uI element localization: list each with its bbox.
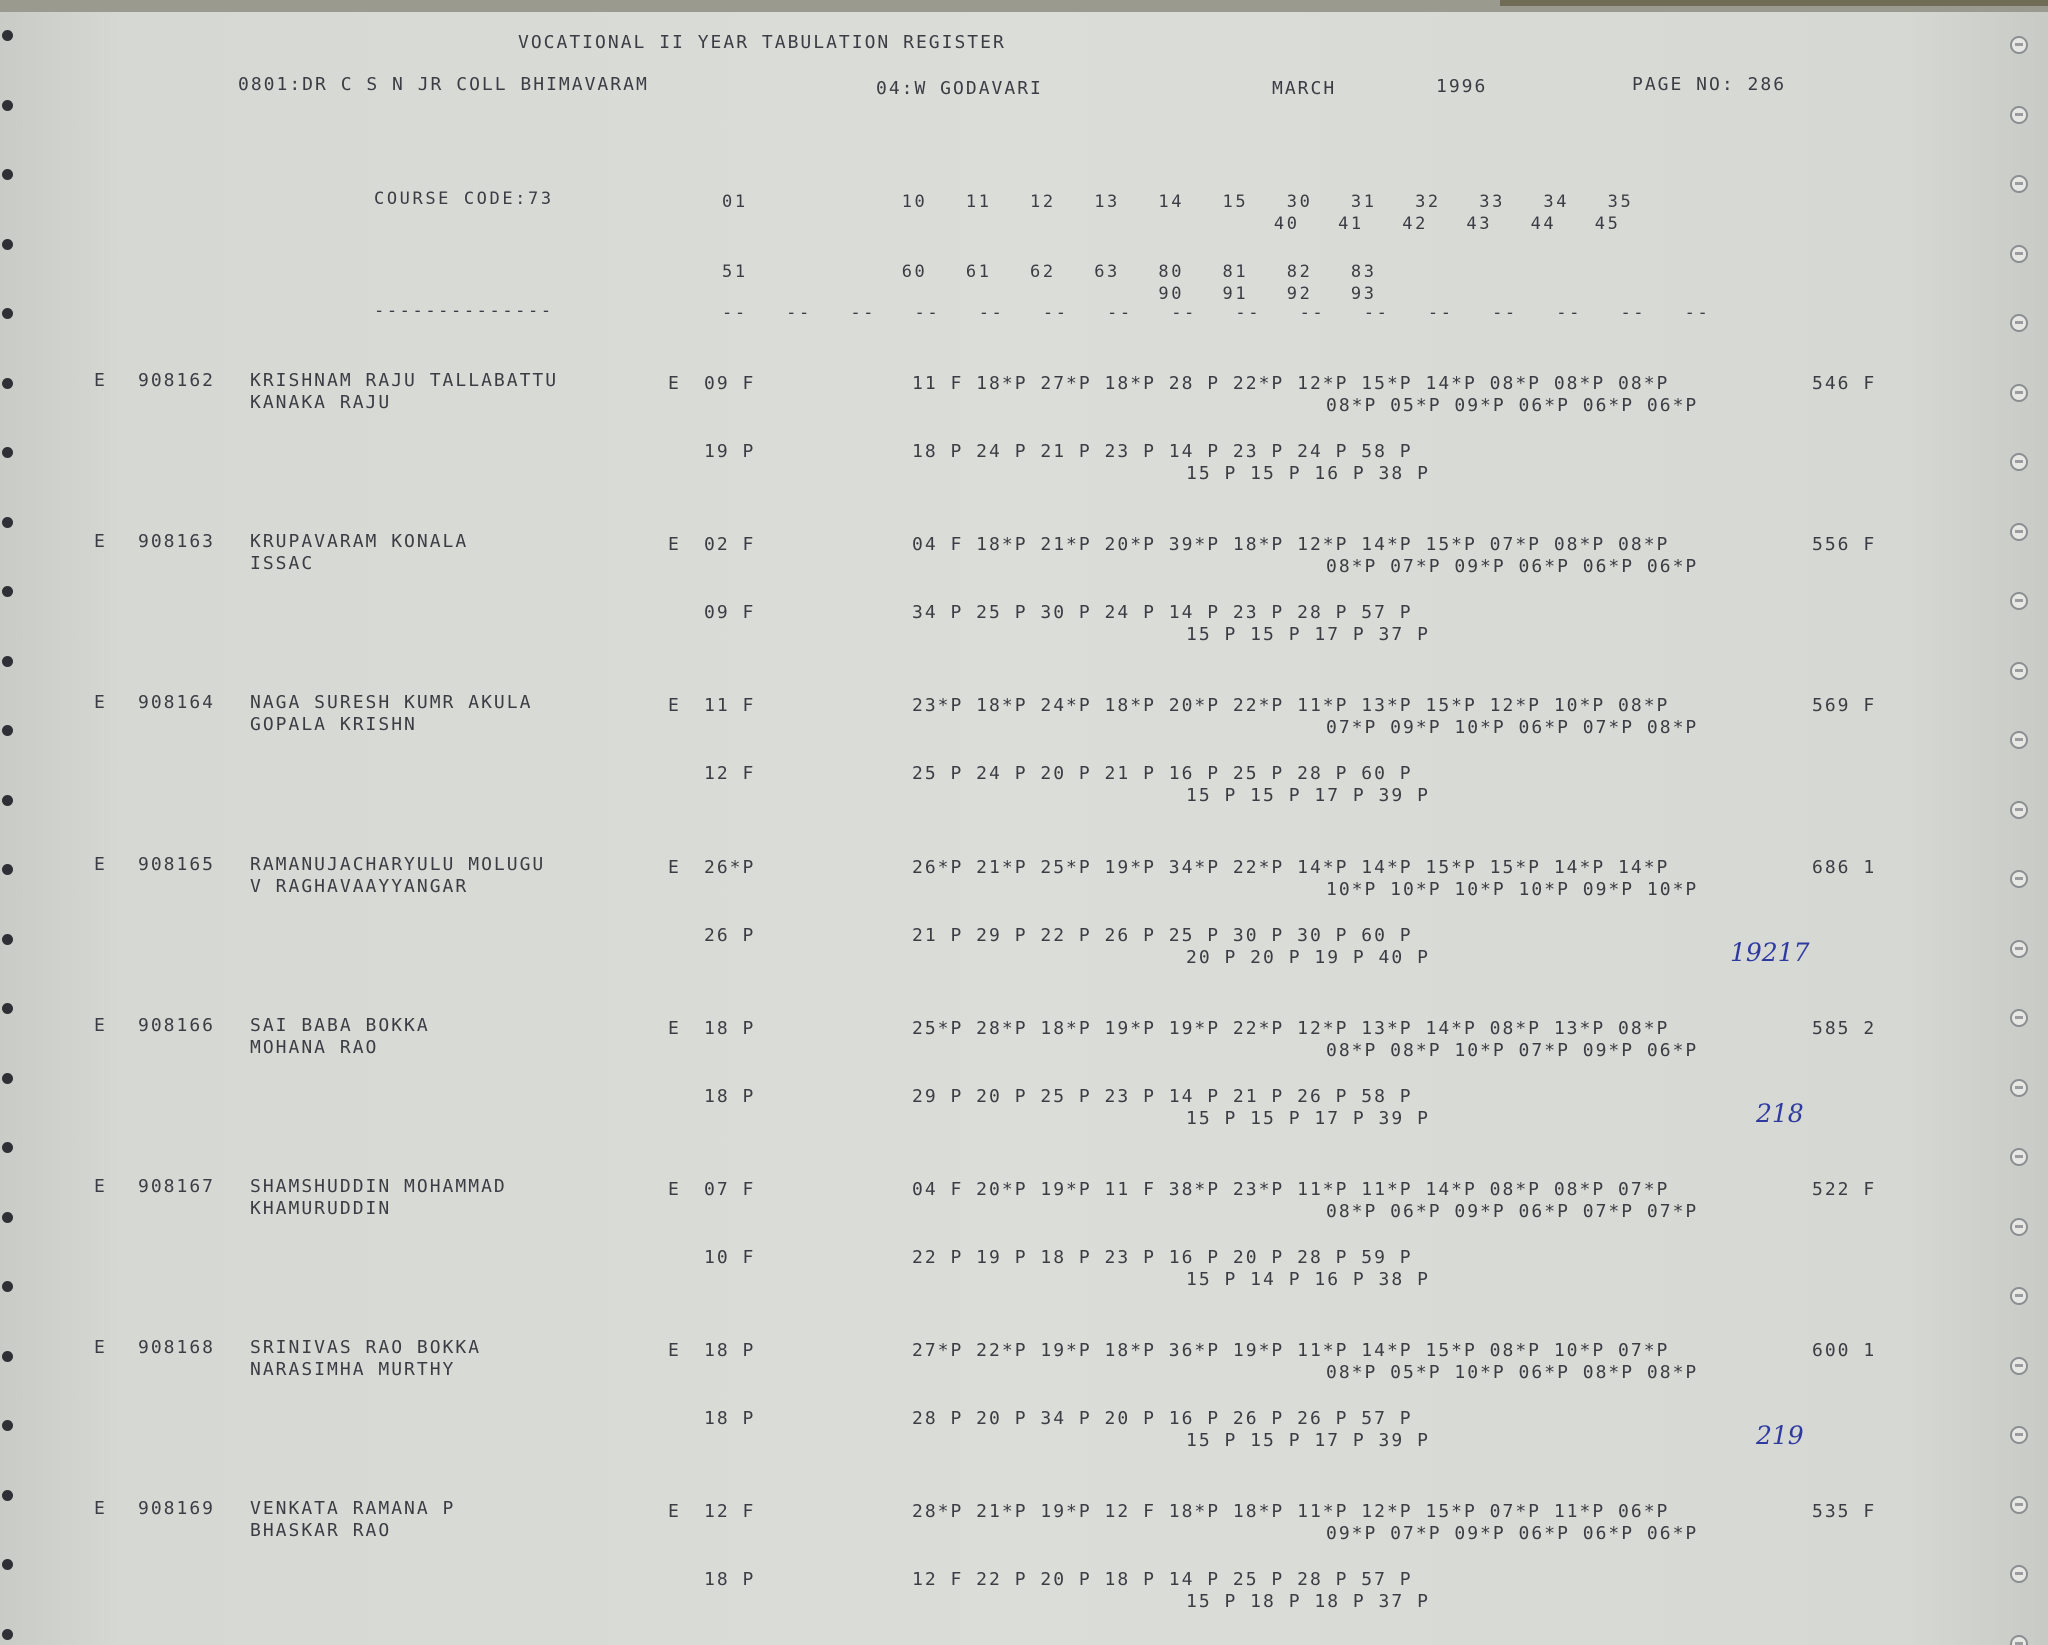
part1-marks-row-continued: 08*P 05*P 09*P 06*P 06*P 06*P [1326, 395, 1699, 416]
course-underline: -------------- [374, 301, 554, 321]
part2-first-mark: 12 F [704, 763, 756, 785]
grand-total-result: 585 2 [1812, 1017, 1877, 1039]
grand-total-result: 686 1 [1812, 856, 1877, 878]
handwritten-note: 218 [1756, 1098, 1804, 1128]
part1-marks-row: 27*P 22*P 19*P 18*P 36*P 19*P 11*P 14*P 15*P 08*P 10*P 07*P [912, 1340, 1670, 1362]
part1-marks-row-continued: 09*P 07*P 09*P 06*P 06*P 06*P [1326, 1523, 1699, 1545]
part1-marks-row-continued: 10*P 10*P 10*P 10*P 09*P 10*P [1326, 878, 1699, 900]
part1-first-mark: 02 F [704, 534, 756, 556]
medium-code: E [668, 1017, 681, 1039]
tractor-hole [2, 1073, 13, 1084]
tractor-hole [2010, 870, 2028, 888]
part2-first-mark: 18 P [704, 1408, 756, 1430]
tractor-hole [2010, 453, 2028, 471]
tractor-hole [2, 725, 13, 736]
tractor-hole [2, 1351, 13, 1362]
part2-marks-row-continued: 15 P 15 P 17 P 39 P [1186, 1430, 1430, 1452]
part2-marks-row: 12 F 22 P 20 P 18 P 14 P 25 P 28 P 57 P [912, 1569, 1413, 1591]
father-name: KANAKA RAJU [250, 392, 392, 413]
part2-first-mark: 18 P [704, 1569, 756, 1591]
exam-year: 1996 [1436, 76, 1488, 97]
series-code: E [94, 853, 107, 875]
column-dashes: -- -- -- -- -- -- -- -- -- -- -- -- -- -- -- -- [722, 303, 1711, 323]
tractor-hole [2, 378, 13, 389]
father-name: V RAGHAVAAYYANGAR [250, 875, 469, 897]
father-name: MOHANA RAO [250, 1036, 379, 1058]
part2-first-mark: 19 P [704, 441, 756, 462]
roll-number: 908165 [138, 853, 216, 875]
medium-code: E [668, 1179, 681, 1200]
part1-first-mark: 18 P [704, 1340, 756, 1362]
tractor-hole [2, 795, 13, 806]
part1-first-mark: 18 P [704, 1017, 756, 1039]
roll-number: 908167 [138, 1176, 216, 1197]
tractor-hole [2010, 175, 2028, 193]
roll-number: 908169 [138, 1498, 216, 1520]
part1-marks-row: 11 F 18*P 27*P 18*P 28 P 22*P 12*P 15*P 14*P 08*P 08*P 08*P [912, 373, 1670, 394]
part1-marks-row-continued: 08*P 07*P 09*P 06*P 06*P 06*P [1326, 556, 1699, 578]
tractor-hole [2, 1420, 13, 1431]
series-code: E [94, 1337, 107, 1359]
father-name: KHAMURUDDIN [250, 1198, 392, 1219]
part1-marks-row-continued: 08*P 06*P 09*P 06*P 07*P 07*P [1326, 1201, 1699, 1222]
subject-codes-row-1: 01 10 11 12 13 14 15 30 31 32 33 34 35 [722, 192, 1634, 212]
tractor-hole [2, 1281, 13, 1292]
student-name: RAMANUJACHARYULU MOLUGU [250, 853, 546, 875]
tractor-hole [2010, 1218, 2028, 1236]
part2-marks-row-continued: 15 P 15 P 17 P 39 P [1186, 785, 1430, 807]
grand-total-result: 556 F [1812, 534, 1877, 556]
tractor-hole [2, 1212, 13, 1223]
father-name: GOPALA KRISHN [250, 714, 417, 736]
series-code: E [94, 1014, 107, 1036]
handwritten-note: 19217 [1730, 937, 1810, 967]
subject-codes-row-3: 51 60 61 62 63 80 81 82 83 [722, 262, 1377, 282]
medium-code: E [668, 1501, 681, 1523]
tractor-hole [2010, 36, 2028, 54]
tractor-hole [2, 1559, 13, 1570]
part1-marks-row: 28*P 21*P 19*P 12 F 18*P 18*P 11*P 12*P 15*P 07*P 11*P 06*P [912, 1501, 1670, 1523]
roll-number: 908164 [138, 692, 216, 714]
series-code: E [94, 692, 107, 714]
handwritten-note: 219 [1756, 1421, 1804, 1451]
paper-top-edge-dark [1500, 0, 2048, 6]
tractor-hole [2010, 1079, 2028, 1097]
part2-marks-row: 29 P 20 P 25 P 23 P 14 P 21 P 26 P 58 P [912, 1085, 1413, 1107]
grand-total-result: 600 1 [1812, 1340, 1877, 1362]
student-name: SAI BABA BOKKA [250, 1014, 430, 1036]
tractor-hole [2010, 1009, 2028, 1027]
part2-marks-row: 21 P 29 P 22 P 26 P 25 P 30 P 30 P 60 P [912, 924, 1413, 946]
part1-first-mark: 12 F [704, 1501, 756, 1523]
student-name: VENKATA RAMANA P [250, 1498, 456, 1520]
series-code: E [94, 370, 107, 391]
part2-marks-row: 34 P 25 P 30 P 24 P 14 P 23 P 28 P 57 P [912, 602, 1413, 624]
part2-marks-row-continued: 15 P 15 P 16 P 38 P [1186, 463, 1430, 484]
tractor-hole [2010, 384, 2028, 402]
tractor-hole [2010, 801, 2028, 819]
medium-code: E [668, 373, 681, 394]
tractor-hole [2, 169, 13, 180]
student-name: KRUPAVARAM KONALA [250, 531, 469, 553]
part1-marks-row: 26*P 21*P 25*P 19*P 34*P 22*P 14*P 14*P 15*P 15*P 14*P 14*P [912, 856, 1670, 878]
tractor-hole [2, 239, 13, 250]
part1-marks-row: 04 F 20*P 19*P 11 F 38*P 23*P 11*P 11*P 14*P 08*P 08*P 07*P [912, 1179, 1670, 1200]
page-number: PAGE NO: 286 [1632, 74, 1787, 95]
tractor-hole [2, 656, 13, 667]
medium-code: E [668, 534, 681, 556]
tractor-hole [2010, 592, 2028, 610]
tractor-hole [2010, 662, 2028, 680]
tractor-hole [2010, 523, 2028, 541]
tractor-hole [2, 934, 13, 945]
part2-first-mark: 18 P [704, 1085, 756, 1107]
tractor-hole [2, 1142, 13, 1153]
tractor-hole [2010, 1148, 2028, 1166]
medium-code: E [668, 1340, 681, 1362]
part2-first-mark: 09 F [704, 602, 756, 624]
part1-marks-row-continued: 07*P 09*P 10*P 06*P 07*P 08*P [1326, 717, 1699, 739]
tractor-hole [2010, 1496, 2028, 1514]
tractor-hole [2010, 1635, 2028, 1645]
part1-marks-row-continued: 08*P 05*P 10*P 06*P 08*P 08*P [1326, 1362, 1699, 1384]
tractor-hole [2, 30, 13, 41]
grand-total-result: 546 F [1812, 373, 1877, 394]
tractor-hole [2010, 1426, 2028, 1444]
part2-marks-row-continued: 15 P 14 P 16 P 38 P [1186, 1269, 1430, 1290]
student-name: KRISHNAM RAJU TALLABATTU [250, 370, 559, 391]
roll-number: 908163 [138, 531, 216, 553]
roll-number: 908162 [138, 370, 216, 391]
part2-marks-row-continued: 15 P 15 P 17 P 37 P [1186, 624, 1430, 646]
grand-total-result: 522 F [1812, 1179, 1877, 1200]
exam-month: MARCH [1272, 78, 1337, 99]
part1-first-mark: 11 F [704, 695, 756, 717]
part1-marks-row-continued: 08*P 08*P 10*P 07*P 09*P 06*P [1326, 1039, 1699, 1061]
part1-marks-row: 04 F 18*P 21*P 20*P 39*P 18*P 12*P 14*P 15*P 07*P 08*P 08*P [912, 534, 1670, 556]
father-name: BHASKAR RAO [250, 1520, 392, 1542]
tractor-hole [2010, 940, 2028, 958]
tractor-hole [2, 1490, 13, 1501]
part1-first-mark: 07 F [704, 1179, 756, 1200]
register-title: VOCATIONAL II YEAR TABULATION REGISTER [518, 32, 1006, 53]
part2-marks-row: 18 P 24 P 21 P 23 P 14 P 23 P 24 P 58 P [912, 441, 1413, 462]
tractor-hole [2, 100, 13, 111]
part2-first-mark: 26 P [704, 924, 756, 946]
part2-marks-row: 25 P 24 P 20 P 21 P 16 P 25 P 28 P 60 P [912, 763, 1413, 785]
tractor-hole [2010, 106, 2028, 124]
tractor-hole [2010, 1565, 2028, 1583]
part1-marks-row: 25*P 28*P 18*P 19*P 19*P 22*P 12*P 13*P 14*P 08*P 13*P 08*P [912, 1017, 1670, 1039]
part1-first-mark: 09 F [704, 373, 756, 394]
medium-code: E [668, 856, 681, 878]
series-code: E [94, 531, 107, 553]
tractor-hole [2010, 245, 2028, 263]
part2-marks-row: 28 P 20 P 34 P 20 P 16 P 26 P 26 P 57 P [912, 1408, 1413, 1430]
tractor-hole [2010, 1357, 2028, 1375]
roll-number: 908166 [138, 1014, 216, 1036]
medium-code: E [668, 695, 681, 717]
grand-total-result: 569 F [1812, 695, 1877, 717]
student-name: SRINIVAS RAO BOKKA [250, 1337, 482, 1359]
student-name: NAGA SURESH KUMR AKULA [250, 692, 533, 714]
tractor-hole [2, 308, 13, 319]
tractor-hole [2, 864, 13, 875]
tractor-hole [2, 517, 13, 528]
series-code: E [94, 1498, 107, 1520]
grand-total-result: 535 F [1812, 1501, 1877, 1523]
subject-codes-row-4: 90 91 92 93 [722, 284, 1377, 304]
father-name: NARASIMHA MURTHY [250, 1359, 456, 1381]
course-code: COURSE CODE:73 [374, 189, 554, 209]
tractor-hole [2010, 731, 2028, 749]
student-name: SHAMSHUDDIN MOHAMMAD [250, 1176, 507, 1197]
tractor-hole [2, 586, 13, 597]
part2-marks-row: 22 P 19 P 18 P 23 P 16 P 20 P 28 P 59 P [912, 1247, 1413, 1268]
roll-number: 908168 [138, 1337, 216, 1359]
tractor-hole [2010, 1287, 2028, 1305]
part1-first-mark: 26*P [704, 856, 756, 878]
tractor-hole [2010, 314, 2028, 332]
subject-codes-row-2: 40 41 42 43 44 45 [722, 214, 1621, 234]
college-name: 0801:DR C S N JR COLL BHIMAVARAM [238, 74, 649, 95]
district-name: 04:W GODAVARI [876, 78, 1043, 99]
tractor-hole [2, 447, 13, 458]
part2-marks-row-continued: 15 P 18 P 18 P 37 P [1186, 1591, 1430, 1613]
part1-marks-row: 23*P 18*P 24*P 18*P 20*P 22*P 11*P 13*P 15*P 12*P 10*P 08*P [912, 695, 1670, 717]
father-name: ISSAC [250, 553, 315, 575]
series-code: E [94, 1176, 107, 1197]
part2-marks-row-continued: 20 P 20 P 19 P 40 P [1186, 946, 1430, 968]
tractor-hole [2, 1003, 13, 1014]
part2-marks-row-continued: 15 P 15 P 17 P 39 P [1186, 1107, 1430, 1129]
tractor-hole [2, 1629, 13, 1640]
part2-first-mark: 10 F [704, 1247, 756, 1268]
